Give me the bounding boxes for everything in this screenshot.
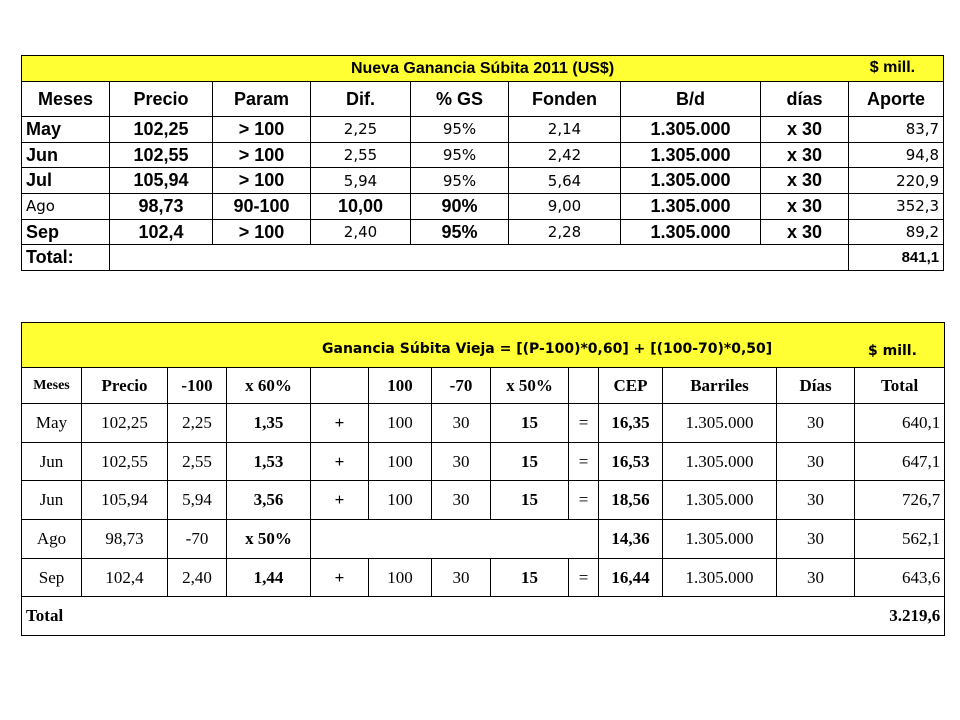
table-row xyxy=(22,142,944,168)
dif-cell: 5,94 xyxy=(311,168,411,194)
cep-cell: 16,35 xyxy=(599,404,663,443)
ganancia-vieja-table xyxy=(21,322,945,636)
plus-cell: + xyxy=(311,442,369,481)
price-cell: 102,55 xyxy=(82,442,168,481)
aporte-cell: 352,3 xyxy=(849,194,944,220)
merged-empty-cell xyxy=(311,520,599,559)
minus70-cell: 30 xyxy=(432,481,491,520)
dif-cell: 2,55 xyxy=(311,142,411,168)
minus100-cell: 2,40 xyxy=(168,558,227,597)
month-cell: May xyxy=(22,117,110,143)
dias-cell: 30 xyxy=(777,404,855,443)
table1-header-row xyxy=(22,82,944,117)
gs-cell: 90% xyxy=(411,194,509,220)
header-cell: x 50% xyxy=(491,368,569,404)
dias-cell: x 30 xyxy=(761,142,849,168)
total-row xyxy=(22,597,945,636)
equals-cell: = xyxy=(569,442,599,481)
gs-cell: 95% xyxy=(411,219,509,245)
header-cell: Meses xyxy=(22,82,110,117)
total-cell: 640,1 xyxy=(855,404,945,443)
minus100-cell: 5,94 xyxy=(168,481,227,520)
dias-cell: x 30 xyxy=(761,117,849,143)
hundred-cell: 100 xyxy=(369,558,432,597)
bd-cell: 1.305.000 xyxy=(621,219,761,245)
x50-cell: 15 xyxy=(491,481,569,520)
aporte-cell: 83,7 xyxy=(849,117,944,143)
gs-cell: 95% xyxy=(411,117,509,143)
total-cell: 643,6 xyxy=(855,558,945,597)
header-cell: -100 xyxy=(168,368,227,404)
table-row xyxy=(22,219,944,245)
table-row xyxy=(22,168,944,194)
header-cell: B/d xyxy=(621,82,761,117)
table-row xyxy=(22,194,944,220)
bd-cell: 1.305.000 xyxy=(621,117,761,143)
header-cell xyxy=(311,368,369,404)
price-cell: 102,25 xyxy=(82,404,168,443)
price-cell: 102,25 xyxy=(110,117,213,143)
aporte-cell: 89,2 xyxy=(849,219,944,245)
equals-cell: = xyxy=(569,558,599,597)
barriles-cell: 1.305.000 xyxy=(663,481,777,520)
header-cell: 100 xyxy=(369,368,432,404)
x60-cell: 3,56 xyxy=(227,481,311,520)
param-cell: > 100 xyxy=(213,168,311,194)
header-cell: días xyxy=(761,82,849,117)
barriles-cell: 1.305.000 xyxy=(663,404,777,443)
nueva-ganancia-table xyxy=(21,55,944,271)
param-cell: 90-100 xyxy=(213,194,311,220)
dias-cell: x 30 xyxy=(761,194,849,220)
plus-cell: + xyxy=(311,558,369,597)
total-value: 841,1 xyxy=(849,245,944,271)
price-cell: 98,73 xyxy=(110,194,213,220)
table2-header-row xyxy=(22,368,945,404)
table-row xyxy=(22,520,945,559)
equals-cell: = xyxy=(569,481,599,520)
fonden-cell: 2,42 xyxy=(509,142,621,168)
minus70-cell: 30 xyxy=(432,558,491,597)
month-cell: Sep xyxy=(22,219,110,245)
header-cell xyxy=(569,368,599,404)
price-cell: 102,55 xyxy=(110,142,213,168)
header-cell: % GS xyxy=(411,82,509,117)
header-cell: x 60% xyxy=(227,368,311,404)
month-cell: Ago xyxy=(22,520,82,559)
gs-cell: 95% xyxy=(411,142,509,168)
bd-cell: 1.305.000 xyxy=(621,142,761,168)
total-spacer xyxy=(110,245,849,271)
minus100-cell: 2,55 xyxy=(168,442,227,481)
table2-unit: $ mill. xyxy=(868,343,917,359)
minus100-cell: 2,25 xyxy=(168,404,227,443)
dias-cell: 30 xyxy=(777,558,855,597)
x60-cell: 1,53 xyxy=(227,442,311,481)
minus70-cell: 30 xyxy=(432,442,491,481)
bd-cell: 1.305.000 xyxy=(621,168,761,194)
table-row xyxy=(22,404,945,443)
x50-cell: x 50% xyxy=(227,520,311,559)
total-label: Total: xyxy=(22,245,110,271)
month-cell: Jul xyxy=(22,168,110,194)
table-row xyxy=(22,481,945,520)
table-row xyxy=(22,558,945,597)
minus70-cell: -70 xyxy=(168,520,227,559)
dias-cell: x 30 xyxy=(761,219,849,245)
header-cell: Total xyxy=(855,368,945,404)
total-cell: 726,7 xyxy=(855,481,945,520)
dias-cell: 30 xyxy=(777,520,855,559)
plus-cell: + xyxy=(311,404,369,443)
header-cell: Meses xyxy=(22,368,82,404)
header-cell: Aporte xyxy=(849,82,944,117)
month-cell: Ago xyxy=(22,194,110,220)
total-value: 3.219,6 xyxy=(855,597,945,636)
cep-cell: 18,56 xyxy=(599,481,663,520)
price-cell: 105,94 xyxy=(82,481,168,520)
month-cell: Sep xyxy=(22,558,82,597)
table1-title-bar xyxy=(22,56,944,82)
table1-unit: $ mill. xyxy=(869,59,916,76)
dias-cell: 30 xyxy=(777,442,855,481)
cep-cell: 14,36 xyxy=(599,520,663,559)
total-cell: 562,1 xyxy=(855,520,945,559)
aporte-cell: 94,8 xyxy=(849,142,944,168)
table2-title: Ganancia Súbita Vieja = [(P-100)*0,60] + [(100-70)*0,50] xyxy=(322,341,773,357)
dias-cell: x 30 xyxy=(761,168,849,194)
gs-cell: 95% xyxy=(411,168,509,194)
x50-cell: 15 xyxy=(491,404,569,443)
dif-cell: 2,40 xyxy=(311,219,411,245)
fonden-cell: 2,14 xyxy=(509,117,621,143)
plus-cell: + xyxy=(311,481,369,520)
aporte-cell: 220,9 xyxy=(849,168,944,194)
barriles-cell: 1.305.000 xyxy=(663,558,777,597)
dif-cell: 2,25 xyxy=(311,117,411,143)
table1-title: Nueva Ganancia Súbita 2011 (US$) xyxy=(350,59,615,77)
header-cell: CEP xyxy=(599,368,663,404)
x60-cell: 1,35 xyxy=(227,404,311,443)
bd-cell: 1.305.000 xyxy=(621,194,761,220)
total-row xyxy=(22,245,944,271)
header-cell: Dif. xyxy=(311,82,411,117)
month-cell: May xyxy=(22,404,82,443)
fonden-cell: 2,28 xyxy=(509,219,621,245)
table-row xyxy=(22,442,945,481)
total-cell: 647,1 xyxy=(855,442,945,481)
param-cell: > 100 xyxy=(213,219,311,245)
header-cell: Días xyxy=(777,368,855,404)
param-cell: > 100 xyxy=(213,142,311,168)
price-cell: 102,4 xyxy=(110,219,213,245)
total-label: Total xyxy=(22,597,855,636)
x50-cell: 15 xyxy=(491,442,569,481)
header-cell: Param xyxy=(213,82,311,117)
header-cell: -70 xyxy=(432,368,491,404)
barriles-cell: 1.305.000 xyxy=(663,442,777,481)
price-cell: 105,94 xyxy=(110,168,213,194)
month-cell: Jun xyxy=(22,142,110,168)
header-cell: Barriles xyxy=(663,368,777,404)
param-cell: > 100 xyxy=(213,117,311,143)
header-cell: Precio xyxy=(110,82,213,117)
cep-cell: 16,53 xyxy=(599,442,663,481)
fonden-cell: 9,00 xyxy=(509,194,621,220)
x60-cell: 1,44 xyxy=(227,558,311,597)
hundred-cell: 100 xyxy=(369,481,432,520)
x50-cell: 15 xyxy=(491,558,569,597)
month-cell: Jun xyxy=(22,481,82,520)
equals-cell: = xyxy=(569,404,599,443)
dif-cell: 10,00 xyxy=(311,194,411,220)
header-cell: Fonden xyxy=(509,82,621,117)
dias-cell: 30 xyxy=(777,481,855,520)
hundred-cell: 100 xyxy=(369,442,432,481)
barriles-cell: 1.305.000 xyxy=(663,520,777,559)
table2-title-bar xyxy=(22,323,945,368)
header-cell: Precio xyxy=(82,368,168,404)
hundred-cell: 100 xyxy=(369,404,432,443)
price-cell: 102,4 xyxy=(82,558,168,597)
price-cell: 98,73 xyxy=(82,520,168,559)
table-row xyxy=(22,117,944,143)
month-cell: Jun xyxy=(22,442,82,481)
minus70-cell: 30 xyxy=(432,404,491,443)
fonden-cell: 5,64 xyxy=(509,168,621,194)
cep-cell: 16,44 xyxy=(599,558,663,597)
